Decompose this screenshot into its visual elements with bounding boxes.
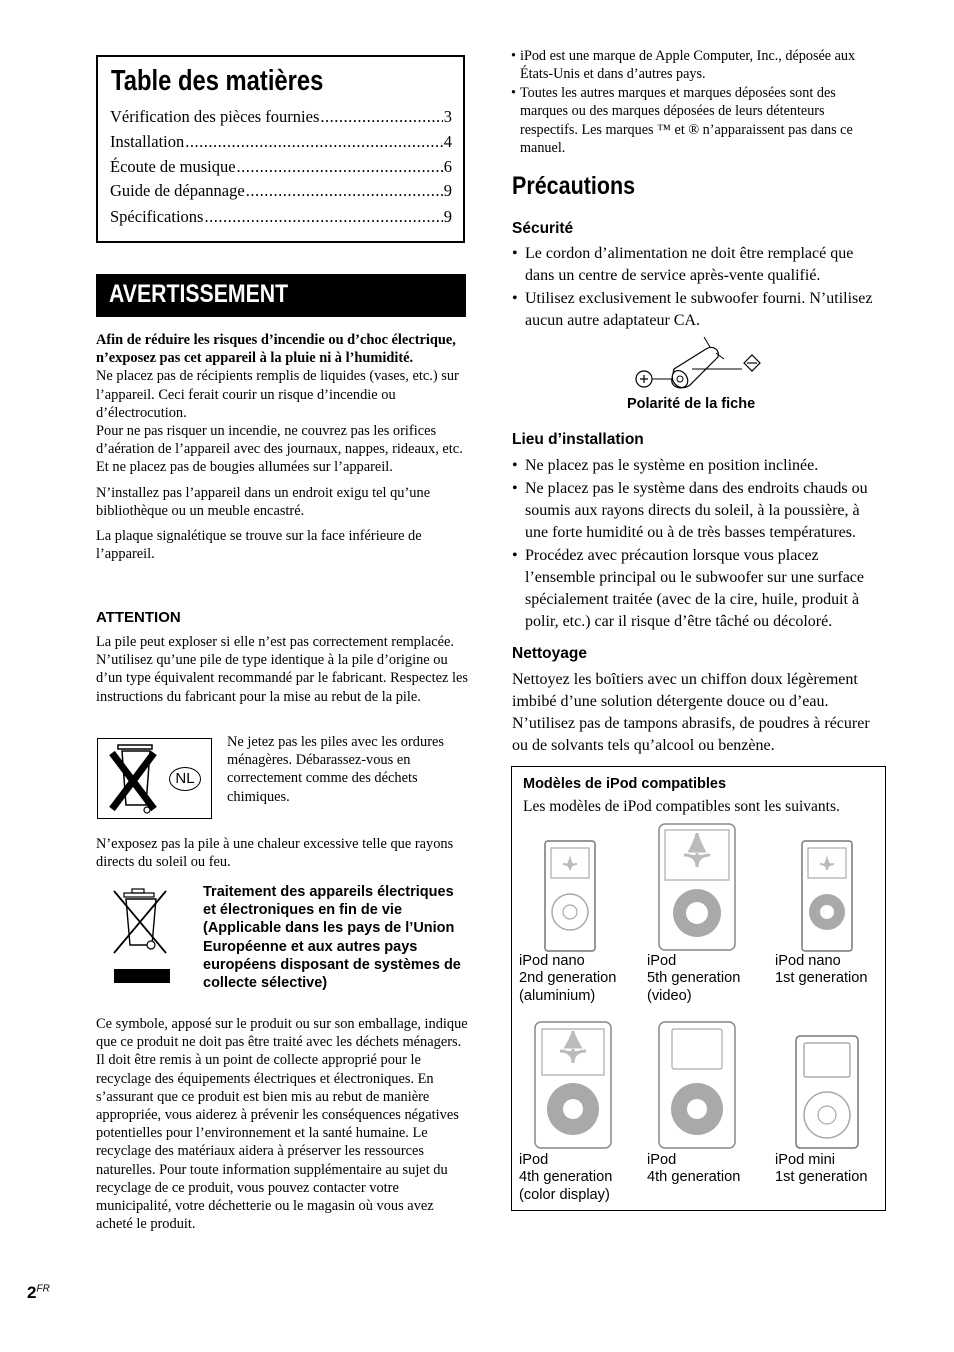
ipod-models-box [511, 766, 886, 1211]
avertissement-title: AVERTISSEMENT [109, 280, 289, 308]
ipod-model-label: iPod 5th generation (video) [647, 953, 741, 1004]
precautions-title: Précautions [512, 172, 636, 200]
warning-paragraph: Ne placez pas de récipients remplis de liquides (vases, etc.) sur l’appareil. Ceci ferait courir un risque d’incendie ou d’électrocution. [96, 368, 459, 421]
ipod-4g-icon [658, 1021, 736, 1149]
toc-item[interactable]: Vérification des pièces fournies ..... 3 [110, 107, 452, 127]
warning-bold-intro: Afin de réduire les risques d’incendie ou d’choc électrique, n’exposez pas cet appareil à la pluie ni à l’humidité. [96, 332, 456, 367]
nettoyage-text: Nettoyez les boîtiers avec un chiffon doux légèrement imbibé d’une solution détergente douce ou d’eau. N’utilisez pas de tampons abrasifs, de poudres à récurer ou de solvants tels qu’alcool ou benzène. [512, 671, 870, 754]
nl-badge: NL [169, 767, 201, 791]
ipod-model-label: iPod 4th generation (color display) [519, 1152, 613, 1203]
ipod-box-intro: Les modèles de iPod compatibles sont les suivants. [523, 798, 840, 815]
trademark-item: • iPod est une marque de Apple Computer, Inc., déposée aux États-Unis et dans d’autres pays. [511, 47, 883, 84]
heat-text: N’exposez pas la pile à une chaleur excessive telle que rayons directs du soleil ou feu. [96, 836, 454, 871]
avertissement-banner [96, 274, 466, 317]
warning-paragraph: Pour ne pas risquer un incendie, ne couvrez pas les orifices d’aération de l’appareil avec des journaux, nappes, rideaux, etc. Et ne placez pas de bougies allumées sur l’appareil. [96, 423, 463, 476]
securite-list [512, 243, 884, 333]
ipod-4g-color-icon [534, 1021, 612, 1149]
securite-item: • Le cordon d’alimentation ne doit être remplacé que dans un centre de service après-vente qualifié. [512, 243, 884, 287]
securite-item: • Utilisez exclusivement le subwoofer fourni. N’utilisez aucun autre adaptateur CA. [512, 288, 884, 332]
trademark-notes [511, 47, 883, 157]
lieu-list [512, 455, 884, 634]
battery-text: Ne jetez pas les piles avec les ordures ménagères. Débarassez-vous en correctement comme des déchets chimiques. [227, 734, 444, 805]
ipod-box-heading: Modèles de iPod compatibles [523, 776, 727, 792]
battery-disposal-icon [97, 738, 212, 819]
ipod-nano-2g-icon [544, 840, 596, 952]
weee-text: Ce symbole, apposé sur le produit ou sur son emballage, indique que ce produit ne doit pas être traité avec les déchets ménagers. Il doit être remis à un point de collecte approprié pour le recyclage des équipements électriques et électroniques. En s’assurant que ce produit est bien mis au rebut de manière appropriée, vous aiderez à prévenir les conséquences négatives potentielles pour l’environnement et la santé humaine. Le recyclage des matériaux aidera à préserver les ressources naturelles. Pour toute information supplémentaire au sujet du recyclage de ce produit, vous pouvez contacter votre municipalité, votre déchetterie ou le magasin où vous avez acheté le produit. [96, 1016, 468, 1233]
warning-paragraph: N’installez pas l’appareil dans un endroit exigu tel qu’une bibliothèque ou un meuble encastré. [96, 484, 431, 519]
nettoyage-heading: Nettoyage [512, 645, 587, 662]
crossed-wheelie-bin-icon [110, 883, 174, 985]
attention-heading: ATTENTION [96, 609, 181, 626]
avertissement-text [96, 331, 468, 563]
page-number: $2^{FR}$ [27, 1283, 50, 1302]
ipod-model-label: iPod nano 2nd generation (aluminium) [519, 953, 617, 1004]
weee-heading: Traitement des appareils électriques et électroniques en fin de vie (Applicable dans les pays de l’Union Européenne et aux autres pays européens disposant de systèmes de collecte sélective) [203, 884, 461, 992]
warning-paragraph: La plaque signalétique se trouve sur la face inférieure de l’appareil. [96, 528, 422, 563]
lieu-item: • Ne placez pas le système dans des endroits chauds ou soumis aux rayons directs du soleil, à la poussière, à une forte humidité ou à de très basses températures. [512, 478, 884, 544]
toc-title: Table des matières [111, 65, 324, 97]
lieu-heading: Lieu d’installation [512, 431, 644, 448]
lieu-item: • Procédez avec précaution lorsque vous placez l’ensemble principal ou le subwoofer sur une surface spécialement traitée (avec de la cire, huile, produit à polir, etc.) car il risque d’être tâché ou décoloré. [512, 545, 884, 633]
toc-item[interactable]: Spécifications ..... 9 [110, 207, 452, 227]
ipod-model-label: iPod mini 1st generation [775, 1152, 868, 1186]
lieu-item: • Ne placez pas le système en position inclinée. [512, 455, 884, 477]
toc-item[interactable]: Guide de dépannage ..... 9 [110, 181, 452, 201]
weee-icon [110, 883, 174, 985]
ipod-nano-1g-icon [801, 840, 853, 952]
toc-item[interactable]: Installation ..... 4 [110, 132, 452, 152]
table-of-contents [96, 55, 465, 243]
ipod-model-label: iPod 4th generation [647, 1152, 741, 1186]
polarity-caption: Polarité de la fiche [627, 396, 756, 412]
ipod-mini-icon [795, 1035, 859, 1149]
ipod-5g-video-icon [658, 823, 736, 951]
securite-heading: Sécurité [512, 220, 574, 237]
toc-item[interactable]: Écoute de musique ..... 6 [110, 157, 452, 177]
ipod-model-label: iPod nano 1st generation [775, 953, 868, 987]
attention-text: La pile peut exploser si elle n’est pas correctement remplacée. N’utilisez qu’une pile de type identique à la pile d’origine ou d’un type équivalent recommandé par le fabricant. Respectez les instructions du fabricant pour la mise au rebut de la pile. [96, 634, 468, 705]
plug-polarity-icon [630, 335, 770, 393]
trademark-item: • Toutes les autres marques et marques déposées sont des marques ou des marques déposées de leurs détenteurs respectifs. Les marques ™ et ® n’apparaissent pas dans ce manuel. [511, 84, 883, 158]
